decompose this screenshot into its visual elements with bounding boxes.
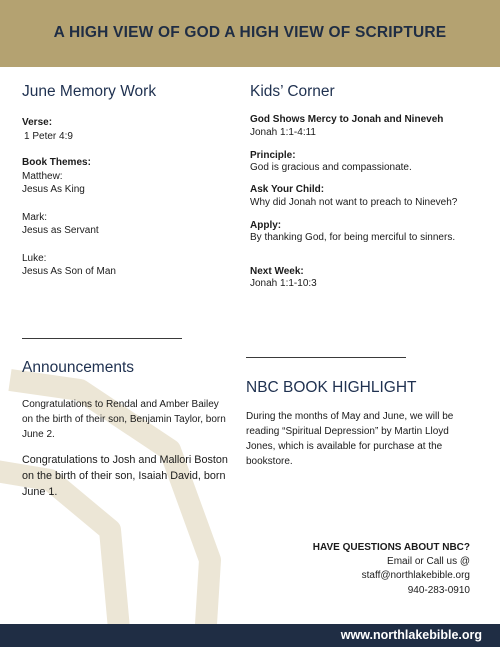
memory-work-heading: June Memory Work	[22, 83, 157, 100]
ask-value: Why did Jonah not want to preach to Nineveh?	[250, 197, 458, 208]
next-week-label: Next Week:	[250, 266, 304, 277]
contact-phone[interactable]: 940-283-0910	[407, 585, 470, 596]
book-line: reading “Spiritual Depression” by Martin Lloyd	[246, 426, 449, 437]
principle-label: Principle:	[250, 150, 296, 161]
lesson-title: God Shows Mercy to Jonah and Nineveh	[250, 114, 444, 125]
next-week-value: Jonah 1:1-10:3	[250, 278, 317, 289]
announcement-line: Congratulations to Josh and Mallori Boston	[22, 454, 228, 466]
theme-value: Jesus as Servant	[22, 225, 99, 236]
theme-book: Matthew:	[22, 171, 63, 182]
theme-value: Jesus As Son of Man	[22, 266, 116, 277]
website-link[interactable]: www.northlakebible.org	[340, 628, 482, 642]
announcement-item	[22, 452, 228, 500]
book-highlight-text	[246, 409, 453, 469]
announcement-line: June 2.	[22, 429, 55, 440]
theme-book: Luke:	[22, 253, 47, 264]
page-title: A HIGH VIEW OF GOD A HIGH VIEW OF SCRIPTURE	[53, 24, 447, 41]
ask-label: Ask Your Child:	[250, 184, 325, 195]
contact-block	[250, 541, 470, 598]
divider-right	[246, 357, 406, 358]
book-line: Jones, which is available for purchase at the	[246, 441, 443, 452]
apply-label: Apply:	[250, 220, 282, 231]
contact-heading: HAVE QUESTIONS ABOUT NBC?	[312, 542, 470, 553]
verse-label: Verse:	[22, 117, 53, 128]
contact-email[interactable]: staff@northlakebible.org	[361, 570, 470, 581]
book-line: bookstore.	[246, 456, 293, 467]
contact-line: Email or Call us @	[387, 556, 470, 567]
announcements-heading: Announcements	[22, 359, 135, 376]
announcement-line: June 1.	[22, 486, 58, 498]
theme-value: Jesus As King	[22, 184, 85, 195]
announcement-line: Congratulations to Rendal and Amber Bailey	[22, 399, 219, 410]
book-line: During the months of May and June, we will be	[246, 411, 454, 422]
divider-left	[22, 338, 182, 339]
principle-value: God is gracious and compassionate.	[250, 162, 412, 173]
book-themes-label: Book Themes:	[22, 157, 91, 168]
verse-value: 1 Peter 4:9	[24, 131, 73, 142]
apply-value: By thanking God, for being merciful to sinners.	[250, 232, 456, 243]
theme-book: Mark:	[22, 212, 47, 223]
book-highlight-heading: NBC BOOK HIGHLIGHT	[246, 379, 417, 396]
announcement-line: on the birth of their son, Benjamin Taylor, born	[22, 414, 226, 425]
announcement-line: on the birth of their son, Isaiah David, born	[22, 470, 226, 482]
kids-corner-heading: Kids’ Corner	[250, 83, 335, 100]
lesson-reference: Jonah 1:1-4:11	[250, 127, 316, 138]
announcement-item	[22, 397, 226, 442]
